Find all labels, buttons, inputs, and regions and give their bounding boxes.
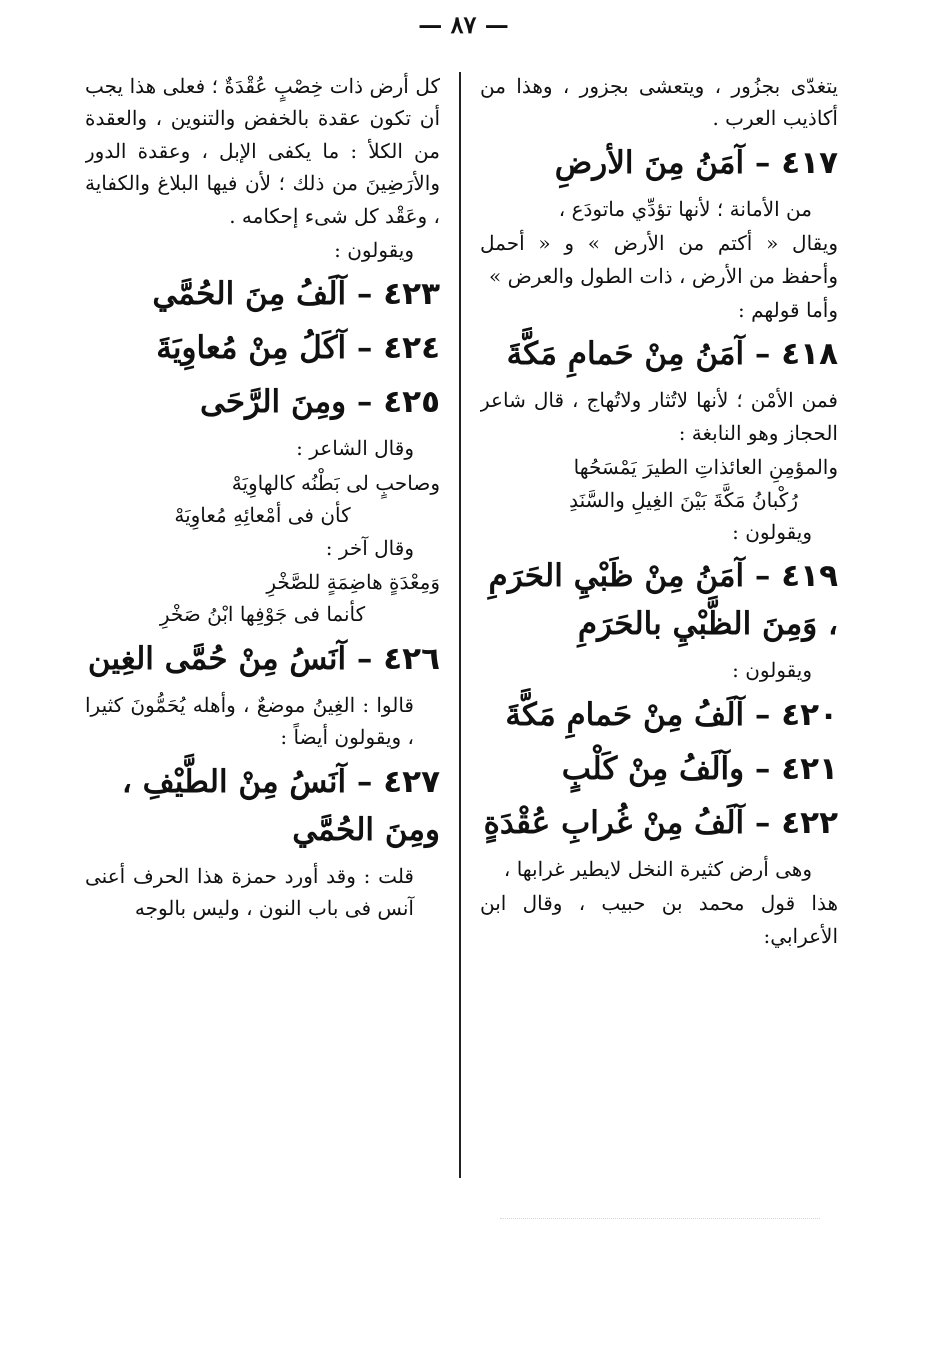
paragraph: ويقولون : xyxy=(732,658,812,683)
verse-line: كأن فى أمْعائِهِ مُعاوِيَهْ xyxy=(174,503,351,528)
proverb-number: ٤٢١ xyxy=(781,750,838,787)
proverb-text: وآلَفُ مِنْ كَلْبٍ xyxy=(561,750,745,787)
page-number: — ٨٧ — xyxy=(418,10,509,39)
proverb-text: آلَفُ مِنْ غُرابِ عُقْدَةٍ xyxy=(483,804,745,841)
paragraph: من الأمانة ؛ لأنها تؤدِّي ماتودَع ، xyxy=(558,196,812,221)
proverb-text: آمَنُ مِنْ ظَبْيِ الحَرَمِ ، وَمِنَ الظَّبْيِ بالحَرَمِ xyxy=(488,558,838,643)
proverb-text: آنَسُ مِنْ حُمَّى الغِين xyxy=(87,640,347,677)
proverb-separator: – xyxy=(744,750,782,787)
proverb-number: ٤٢٠ xyxy=(781,696,838,733)
proverb-heading xyxy=(85,635,440,683)
proverb-heading xyxy=(480,691,838,739)
proverb-heading xyxy=(480,139,838,187)
proverb-separator: – xyxy=(346,276,384,313)
proverb-number: ٤٢٦ xyxy=(383,640,440,677)
paragraph: قالوا : الغِينُ موضعٌ ، وأهله يُحَمُّونَ كثيرا ، ويقولون أيضاً : xyxy=(85,692,414,750)
proverb-heading xyxy=(85,324,440,372)
proverb-heading xyxy=(480,799,838,847)
proverb-separator: – xyxy=(346,640,384,677)
proverb-number: ٤١٩ xyxy=(781,558,838,595)
proverb-text: ومِنَ الرَّحَى xyxy=(200,384,347,421)
paragraph: ويقال « أكتم من الأرض » و « أحمل وأحفظ من الأرض ، ذات الطول والعرض » xyxy=(480,231,838,288)
proverb-number: ٤٢٤ xyxy=(383,330,440,367)
scan-noise xyxy=(500,1218,820,1220)
proverb-number: ٤٢٣ xyxy=(383,276,440,313)
right-column xyxy=(480,70,838,1180)
verse-line: كأنما فى جَوْفِها ابْنُ صَخْرِ xyxy=(159,602,366,627)
paragraph: هذا قول محمد بن حبيب ، وقال ابن الأعرابي: xyxy=(480,891,838,948)
proverb-text: آكَلُ مِنْ مُعاوِيَةَ xyxy=(156,330,347,367)
paragraph: وقال آخر : xyxy=(325,535,414,560)
proverb-number: ٤٢٥ xyxy=(383,384,440,421)
proverb-separator: – xyxy=(346,384,384,421)
proverb-text: آمَنُ مِنَ الأرضِ xyxy=(554,144,745,181)
verse-line: وصاحبٍ لى بَطْنُه كالهاوِيَهْ xyxy=(231,470,440,495)
paragraph: كل أرض ذات خِصْبٍ عُقْدَةٌ ؛ فعلى هذا يجب أن تكون عقدة بالخفض والتنوين ، والعقدة من الكلأ : ما يكفى الإبل ، وعقدة الدور والأرَضِينَ من ذلك ؛ لأن فيها البلاغ والكفاية ، وعَقْد كل شىء إحكامه . xyxy=(85,74,440,228)
verse-line: والمؤمِنِ العائذاتِ الطيرَ يَمْسَحُها xyxy=(573,455,838,480)
paragraph: وقال الشاعر : xyxy=(296,436,414,461)
proverb-separator: – xyxy=(346,330,384,367)
paragraph: وهى أرض كثيرة النخل لايطير غرابها ، xyxy=(503,857,812,882)
proverb-separator: – xyxy=(744,558,782,595)
left-column xyxy=(85,70,440,1180)
verse-line: رُكْبانُ مَكَّةَ بَيْنَ الغِيلِ والسَّنَدِ xyxy=(569,487,798,512)
proverb-text: آلَفُ مِنْ حَمامِ مَكَّةَ xyxy=(505,696,745,733)
paragraph: وأما قولهم : xyxy=(738,298,838,322)
proverb-separator: – xyxy=(744,804,782,841)
proverb-number: ٤٢٢ xyxy=(781,804,838,841)
paragraph: فمن الأمْن ؛ لأنها لاتُثار ولاتُهاج ، قال شاعر الحجاز وهو النابغة : xyxy=(480,388,838,445)
proverb-text: آنَسُ مِنْ الطَّيْفِ ، ومِنَ الحُمَّي xyxy=(121,763,440,848)
paragraph: ويقولون : xyxy=(732,520,812,544)
proverb-number: ٤١٧ xyxy=(781,144,838,181)
column-divider xyxy=(459,72,461,1178)
proverb-text: آمَنُ مِنْ حَمامِ مَكَّةَ xyxy=(506,336,745,373)
proverb-text: آلَفُ مِنَ الحُمَّي xyxy=(152,276,347,313)
proverb-separator: – xyxy=(744,144,782,181)
proverb-separator: – xyxy=(744,696,782,733)
proverb-heading xyxy=(85,758,440,854)
proverb-heading xyxy=(85,270,440,318)
proverb-heading xyxy=(85,378,440,426)
proverb-number: ٤٢٧ xyxy=(383,763,440,800)
proverb-number: ٤١٨ xyxy=(781,336,838,373)
paragraph: يتغدّى بجزُور ، ويتعشى بجزور ، وهذا من أكاذيب العرب . xyxy=(480,74,838,131)
proverb-separator: – xyxy=(346,763,384,800)
paragraph: قلت : وقد أورد حمزة هذا الحرف أعنى آنس فى باب النون ، وليس بالوجه xyxy=(85,863,414,921)
proverb-separator: – xyxy=(744,336,782,373)
proverb-heading xyxy=(480,330,838,378)
verse-line: وَمِعْدَةٍ هاضِمَةٍ للصَّخْرِ xyxy=(266,570,440,595)
proverb-heading xyxy=(480,552,838,648)
paragraph: ويقولون : xyxy=(334,237,414,262)
proverb-heading xyxy=(480,745,838,793)
